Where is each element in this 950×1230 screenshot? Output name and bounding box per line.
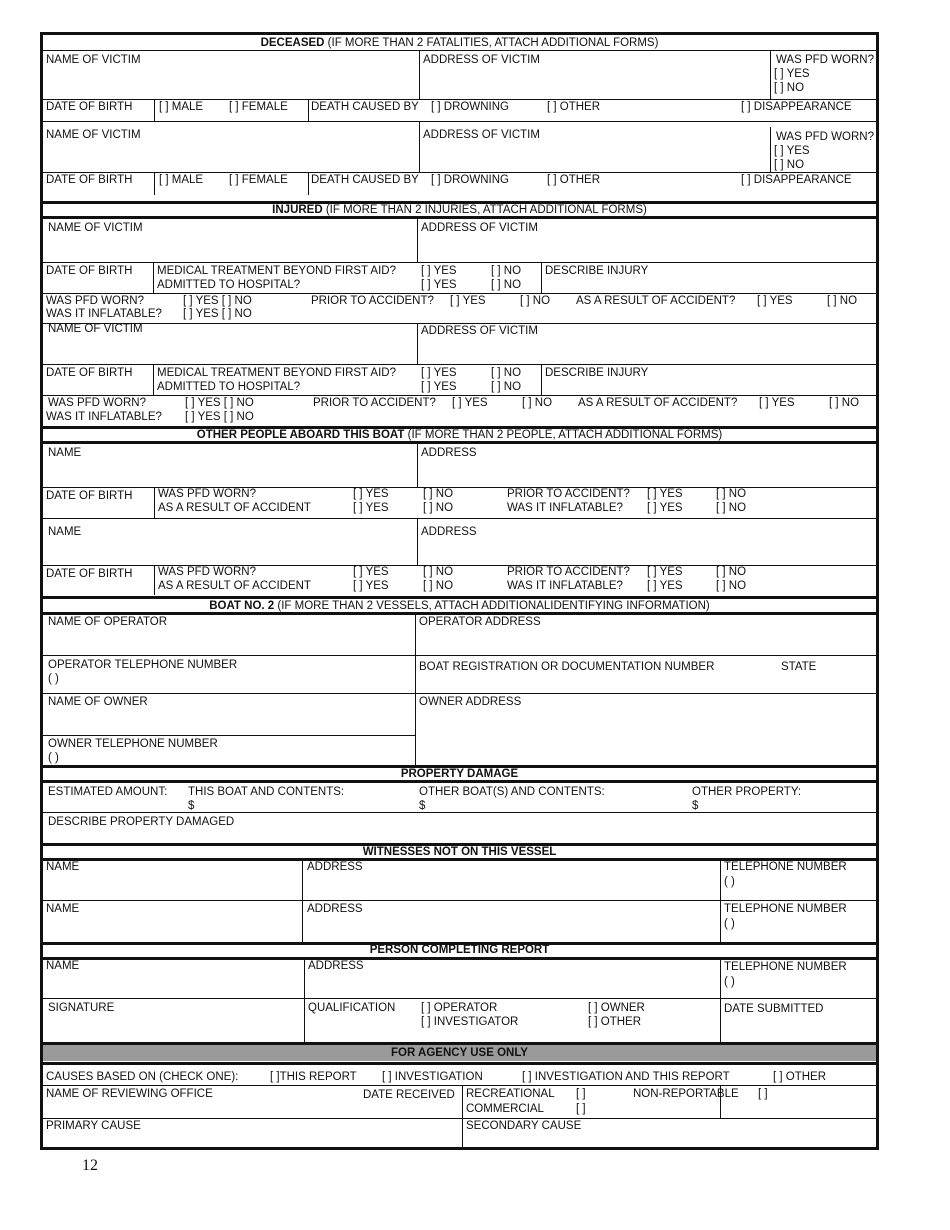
injured-2-hospital-no-checkbox[interactable]: [ ] NO [491,381,522,393]
completing-date-submitted-field[interactable]: DATE SUBMITTED [724,1003,824,1015]
agency-causes-label: CAUSES BASED ON (CHECK ONE): [46,1071,239,1083]
divider [154,487,155,518]
others-2-result-yes-checkbox[interactable]: [ ] YES [353,580,389,592]
others-1-inflatable-no-checkbox[interactable]: [ ] NO [716,502,747,514]
others-1-result-no-checkbox[interactable]: [ ] NO [423,502,454,514]
deceased-1-disappearance-checkbox[interactable]: [ ] DISAPPEARANCE [741,101,852,113]
injured-1-medical-label: MEDICAL TREATMENT BEYOND FIRST AID? [157,265,396,277]
injured-2-medical-label: MEDICAL TREATMENT BEYOND FIRST AID? [157,367,396,379]
divider [43,998,876,999]
divider [43,1118,876,1119]
divider [415,612,416,767]
completing-phone-label: TELEPHONE NUMBER [724,961,847,973]
property-estimated-label: ESTIMATED AMOUNT: [48,786,168,798]
divider [770,50,771,100]
agency-other-checkbox[interactable]: [ ] OTHER [773,1071,827,1083]
others-2-inflatable-label: WAS IT INFLATABLE? [507,580,623,592]
injured-1-inflatable-checkboxes[interactable]: [ ] YES [ ] NO [183,308,252,320]
injured-2-result-yes-checkbox[interactable]: [ ] YES [759,397,795,409]
injured-1-pfd-checkboxes[interactable]: [ ] YES [ ] NO [183,295,252,307]
injured-2-medical-no-checkbox[interactable]: [ ] NO [491,367,522,379]
divider [419,50,420,100]
boat2-header [43,599,876,613]
page-number: 12 [82,1157,98,1174]
divider [417,216,418,262]
section-divider [43,216,876,219]
injured-2-prior-no-checkbox[interactable]: [ ] NO [522,397,553,409]
others-2-pfd-label: WAS PFD WORN? [158,566,256,578]
witness-1-phone-label: TELEPHONE NUMBER [724,861,847,873]
agency-investigation-checkbox[interactable]: [ ] INVESTIGATION [382,1071,483,1083]
property-other-label: OTHER PROPERTY: [692,786,802,798]
completing-operator-checkbox[interactable]: [ ] OPERATOR [421,1002,498,1014]
boat2-operator-address-field[interactable]: OPERATOR ADDRESS [419,616,541,628]
others-1-dob-field[interactable]: DATE OF BIRTH [46,490,133,502]
injured-2-prior-label: PRIOR TO ACCIDENT? [313,397,436,409]
deceased-2-address-field[interactable]: ADDRESS OF VICTIM [423,129,540,141]
completing-other-checkbox[interactable]: [ ] OTHER [588,1016,642,1028]
injured-2-pfd-label: WAS PFD WORN? [48,397,146,409]
divider [308,99,309,121]
deceased-2-drowning-checkbox[interactable]: [ ] DROWNING [431,174,509,186]
boat2-owner-address-field[interactable]: OWNER ADDRESS [419,696,522,708]
property-this-boat-field[interactable]: $ [188,800,195,812]
divider [417,518,418,565]
boat2-state-field[interactable]: STATE [781,661,817,673]
deceased-2-male-checkbox[interactable]: [ ] MALE [159,174,204,186]
agency-this-report-checkbox[interactable]: [ ]THIS REPORT [270,1071,357,1083]
injured-1-inflatable-label: WAS IT INFLATABLE? [46,308,162,320]
divider [43,655,876,656]
deceased-header [43,36,876,50]
deceased-2-disappearance-checkbox[interactable]: [ ] DISAPPEARANCE [741,174,852,186]
divider [43,262,876,263]
injured-header [43,203,876,217]
divider [541,364,542,395]
deceased-header-title: DECEASED [260,37,325,49]
deceased-2-female-checkbox[interactable]: [ ] FEMALE [229,174,288,186]
injured-2-inflatable-checkboxes[interactable]: [ ] YES [ ] NO [185,411,254,423]
deceased-1-pfd-yes-checkbox[interactable]: [ ] YES [774,68,810,80]
others-2-dob-field[interactable]: DATE OF BIRTH [46,568,133,580]
deceased-2-other-checkbox[interactable]: [ ] OTHER [547,174,601,186]
injured-2-hospital-label: ADMITTED TO HOSPITAL? [157,381,301,393]
injured-1-medical-yes-checkbox[interactable]: [ ] YES [421,265,457,277]
witnesses-header: WITNESSES NOT ON THIS VESSEL [362,846,557,858]
boat2-owner-name-field[interactable]: NAME OF OWNER [48,696,148,708]
others-1-prior-no-checkbox[interactable]: [ ] NO [716,488,747,500]
witness-1-address-field[interactable]: ADDRESS [307,861,363,873]
section-divider [43,780,876,783]
others-1-result-yes-checkbox[interactable]: [ ] YES [353,502,389,514]
injured-1-hospital-label: ADMITTED TO HOSPITAL? [157,279,301,291]
injured-2-address-field[interactable]: ADDRESS OF VICTIM [421,325,538,337]
injured-2-prior-yes-checkbox[interactable]: [ ] YES [452,397,488,409]
injured-header-title: INJURED [272,204,323,216]
property-other-field[interactable]: $ [692,800,699,812]
witness-1-phone-field[interactable]: ( ) [724,876,735,888]
injured-1-address-field[interactable]: ADDRESS OF VICTIM [421,222,538,234]
completing-name-field[interactable]: NAME [46,960,80,972]
completing-investigator-checkbox[interactable]: [ ] INVESTIGATOR [421,1016,519,1028]
divider [419,121,420,172]
deceased-1-male-checkbox[interactable]: [ ] MALE [159,101,204,113]
others-2-pfd-no-checkbox[interactable]: [ ] NO [423,566,454,578]
injured-header-note: (IF MORE THAN 2 INJURIES, ATTACH ADDITIONAL FORMS) [322,204,647,216]
agency-commercial-checkbox[interactable]: [ ] [576,1103,586,1115]
others-2-prior-no-checkbox[interactable]: [ ] NO [716,566,747,578]
completing-owner-checkbox[interactable]: [ ] OWNER [588,1002,645,1014]
boat2-registration-field[interactable]: BOAT REGISTRATION OR DOCUMENTATION NUMBER [419,661,715,673]
section-divider [43,441,876,444]
injured-1-hospital-yes-checkbox[interactable]: [ ] YES [421,279,457,291]
deceased-2-pfd-no-checkbox[interactable]: [ ] NO [774,159,805,171]
divider [43,518,876,519]
witness-2-name-field[interactable]: NAME [46,903,80,915]
injured-1-result-yes-checkbox[interactable]: [ ] YES [757,295,793,307]
deceased-1-address-field[interactable]: ADDRESS OF VICTIM [423,54,540,66]
deceased-2-name-field[interactable]: NAME OF VICTIM [46,129,141,141]
boat2-operator-phone-label: OPERATOR TELEPHONE NUMBER [48,659,238,671]
divider [720,858,721,945]
boat2-operator-name-field[interactable]: NAME OF OPERATOR [48,616,168,628]
agency-recreational-checkbox[interactable]: [ ] [576,1088,586,1100]
agency-non-reportable-checkbox[interactable]: [ ] [758,1088,768,1100]
divider [720,1085,721,1118]
agency-recreational-label: RECREATIONAL [466,1088,555,1100]
agency-secondary-cause-field[interactable]: SECONDARY CAUSE [466,1120,582,1132]
others-1-pfd-no-checkbox[interactable]: [ ] NO [423,488,454,500]
witness-2-phone-label: TELEPHONE NUMBER [724,903,847,915]
section-divider [43,1062,876,1065]
others-2-inflatable-yes-checkbox[interactable]: [ ] YES [647,580,683,592]
property-other-boats-field[interactable]: $ [419,800,426,812]
agency-primary-cause-field[interactable]: PRIMARY CAUSE [46,1120,141,1132]
others-2-result-no-checkbox[interactable]: [ ] NO [423,580,454,592]
property-this-boat-label: THIS BOAT AND CONTENTS: [188,786,345,798]
completing-qualification-label: QUALIFICATION [308,1002,396,1014]
completing-header: PERSON COMPLETING REPORT [369,944,550,956]
completing-address-field[interactable]: ADDRESS [308,960,364,972]
agency-investigation-report-checkbox[interactable]: [ ] INVESTIGATION AND THIS REPORT [522,1071,730,1083]
injured-1-dob-field[interactable]: DATE OF BIRTH [46,265,133,277]
injured-2-hospital-yes-checkbox[interactable]: [ ] YES [421,381,457,393]
injured-1-pfd-label: WAS PFD WORN? [46,295,144,307]
boat2-owner-phone-field[interactable]: ( ) [48,752,59,764]
divider [770,127,771,172]
others-2-prior-yes-checkbox[interactable]: [ ] YES [647,566,683,578]
injured-2-inflatable-label: WAS IT INFLATABLE? [46,411,162,423]
deceased-1-name-field[interactable]: NAME OF VICTIM [46,54,141,66]
injured-1-prior-yes-checkbox[interactable]: [ ] YES [450,295,486,307]
divider [304,957,305,1043]
divider [43,364,876,365]
divider [153,364,154,395]
divider [153,262,154,293]
agency-non-reportable-label: NON-REPORTABLE [633,1088,739,1100]
injured-1-prior-label: PRIOR TO ACCIDENT? [311,295,434,307]
divider [308,172,309,195]
others-1-prior-label: PRIOR TO ACCIDENT? [507,488,630,500]
divider [43,1085,876,1086]
deceased-1-death-caused-label: DEATH CAUSED BY [311,101,419,113]
others-1-result-label: AS A RESULT OF ACCIDENT [158,502,311,514]
completing-phone-field[interactable]: ( ) [724,976,735,988]
divider [154,565,155,595]
divider [43,121,876,122]
injured-1-result-label: AS A RESULT OF ACCIDENT? [576,295,736,307]
injured-1-result-no-checkbox[interactable]: [ ] NO [827,295,858,307]
deceased-1-pfd-label: WAS PFD WORN? [776,54,874,66]
others-header-note: (IF MORE THAN 2 PEOPLE, ATTACH ADDITIONAL FORMS) [404,429,723,441]
others-1-pfd-yes-checkbox[interactable]: [ ] YES [353,488,389,500]
injured-2-result-label: AS A RESULT OF ACCIDENT? [578,397,738,409]
others-header [43,428,876,442]
divider [43,900,876,901]
divider [302,858,303,945]
agency-date-received-field[interactable]: DATE RECEIVED [363,1089,455,1101]
injured-1-hospital-no-checkbox[interactable]: [ ] NO [491,279,522,291]
others-2-prior-label: PRIOR TO ACCIDENT? [507,566,630,578]
accident-report-form [40,32,879,1150]
injured-2-name-field[interactable]: NAME OF VICTIM [48,323,143,335]
divider [417,441,418,487]
injured-2-describe-field[interactable]: DESCRIBE INJURY [545,367,649,379]
deceased-1-female-checkbox[interactable]: [ ] FEMALE [229,101,288,113]
others-2-pfd-yes-checkbox[interactable]: [ ] YES [353,566,389,578]
property-describe-field[interactable]: DESCRIBE PROPERTY DAMAGED [48,816,235,828]
deceased-1-dob-field[interactable]: DATE OF BIRTH [46,101,133,113]
others-1-address-field[interactable]: ADDRESS [421,447,477,459]
witness-2-address-field[interactable]: ADDRESS [307,903,363,915]
deceased-1-other-checkbox[interactable]: [ ] OTHER [547,101,601,113]
witness-2-phone-field[interactable]: ( ) [724,918,735,930]
others-1-prior-yes-checkbox[interactable]: [ ] YES [647,488,683,500]
completing-signature-field[interactable]: SIGNATURE [48,1002,115,1014]
others-1-name-field[interactable]: NAME [48,447,82,459]
divider [462,1085,463,1147]
divider [43,693,876,694]
divider [43,735,415,736]
injured-2-medical-yes-checkbox[interactable]: [ ] YES [421,367,457,379]
agency-reviewing-office-field[interactable]: NAME OF REVIEWING OFFICE [46,1088,213,1100]
boat2-header-title: BOAT NO. 2 [209,600,275,612]
injured-1-medical-no-checkbox[interactable]: [ ] NO [491,265,522,277]
others-1-inflatable-yes-checkbox[interactable]: [ ] YES [647,502,683,514]
injured-2-dob-field[interactable]: DATE OF BIRTH [46,367,133,379]
witness-1-name-field[interactable]: NAME [46,861,80,873]
others-1-pfd-label: WAS PFD WORN? [158,488,256,500]
others-1-inflatable-label: WAS IT INFLATABLE? [507,502,623,514]
injured-2-result-no-checkbox[interactable]: [ ] NO [829,397,860,409]
divider [43,50,876,51]
deceased-2-pfd-yes-checkbox[interactable]: [ ] YES [774,145,810,157]
boat2-operator-phone-field[interactable]: ( ) [48,673,59,685]
agency-commercial-label: COMMERCIAL [466,1103,544,1115]
property-other-boats-label: OTHER BOAT(S) AND CONTENTS: [419,786,605,798]
injured-2-pfd-checkboxes[interactable]: [ ] YES [ ] NO [185,397,254,409]
others-2-address-field[interactable]: ADDRESS [421,526,477,538]
deceased-1-pfd-no-checkbox[interactable]: [ ] NO [774,82,805,94]
agency-header: FOR AGENCY USE ONLY [391,1047,528,1059]
divider [541,262,542,293]
others-2-name-field[interactable]: NAME [48,526,82,538]
divider [720,957,721,1043]
deceased-2-death-caused-label: DEATH CAUSED BY [311,174,419,186]
deceased-2-pfd-label: WAS PFD WORN? [776,131,874,143]
divider [154,99,155,121]
injured-1-prior-no-checkbox[interactable]: [ ] NO [520,295,551,307]
deceased-1-drowning-checkbox[interactable]: [ ] DROWNING [431,101,509,113]
deceased-2-dob-field[interactable]: DATE OF BIRTH [46,174,133,186]
deceased-header-note: (IF MORE THAN 2 FATALITIES, ATTACH ADDITIONAL FORMS) [324,37,659,49]
others-2-inflatable-no-checkbox[interactable]: [ ] NO [716,580,747,592]
boat2-header-note: (IF MORE THAN 2 VESSELS, ATTACH ADDITIONALIDENTIFYING INFORMATION) [274,600,710,612]
divider [43,812,876,813]
divider [417,323,418,364]
injured-1-name-field[interactable]: NAME OF VICTIM [48,222,143,234]
divider [154,172,155,195]
property-header: PROPERTY DAMAGE [400,768,519,780]
others-2-result-label: AS A RESULT OF ACCIDENT [158,580,311,592]
injured-1-describe-field[interactable]: DESCRIBE INJURY [545,265,649,277]
others-header-title: OTHER PEOPLE ABOARD THIS BOAT [196,429,405,441]
boat2-owner-phone-label: OWNER TELEPHONE NUMBER [48,738,218,750]
